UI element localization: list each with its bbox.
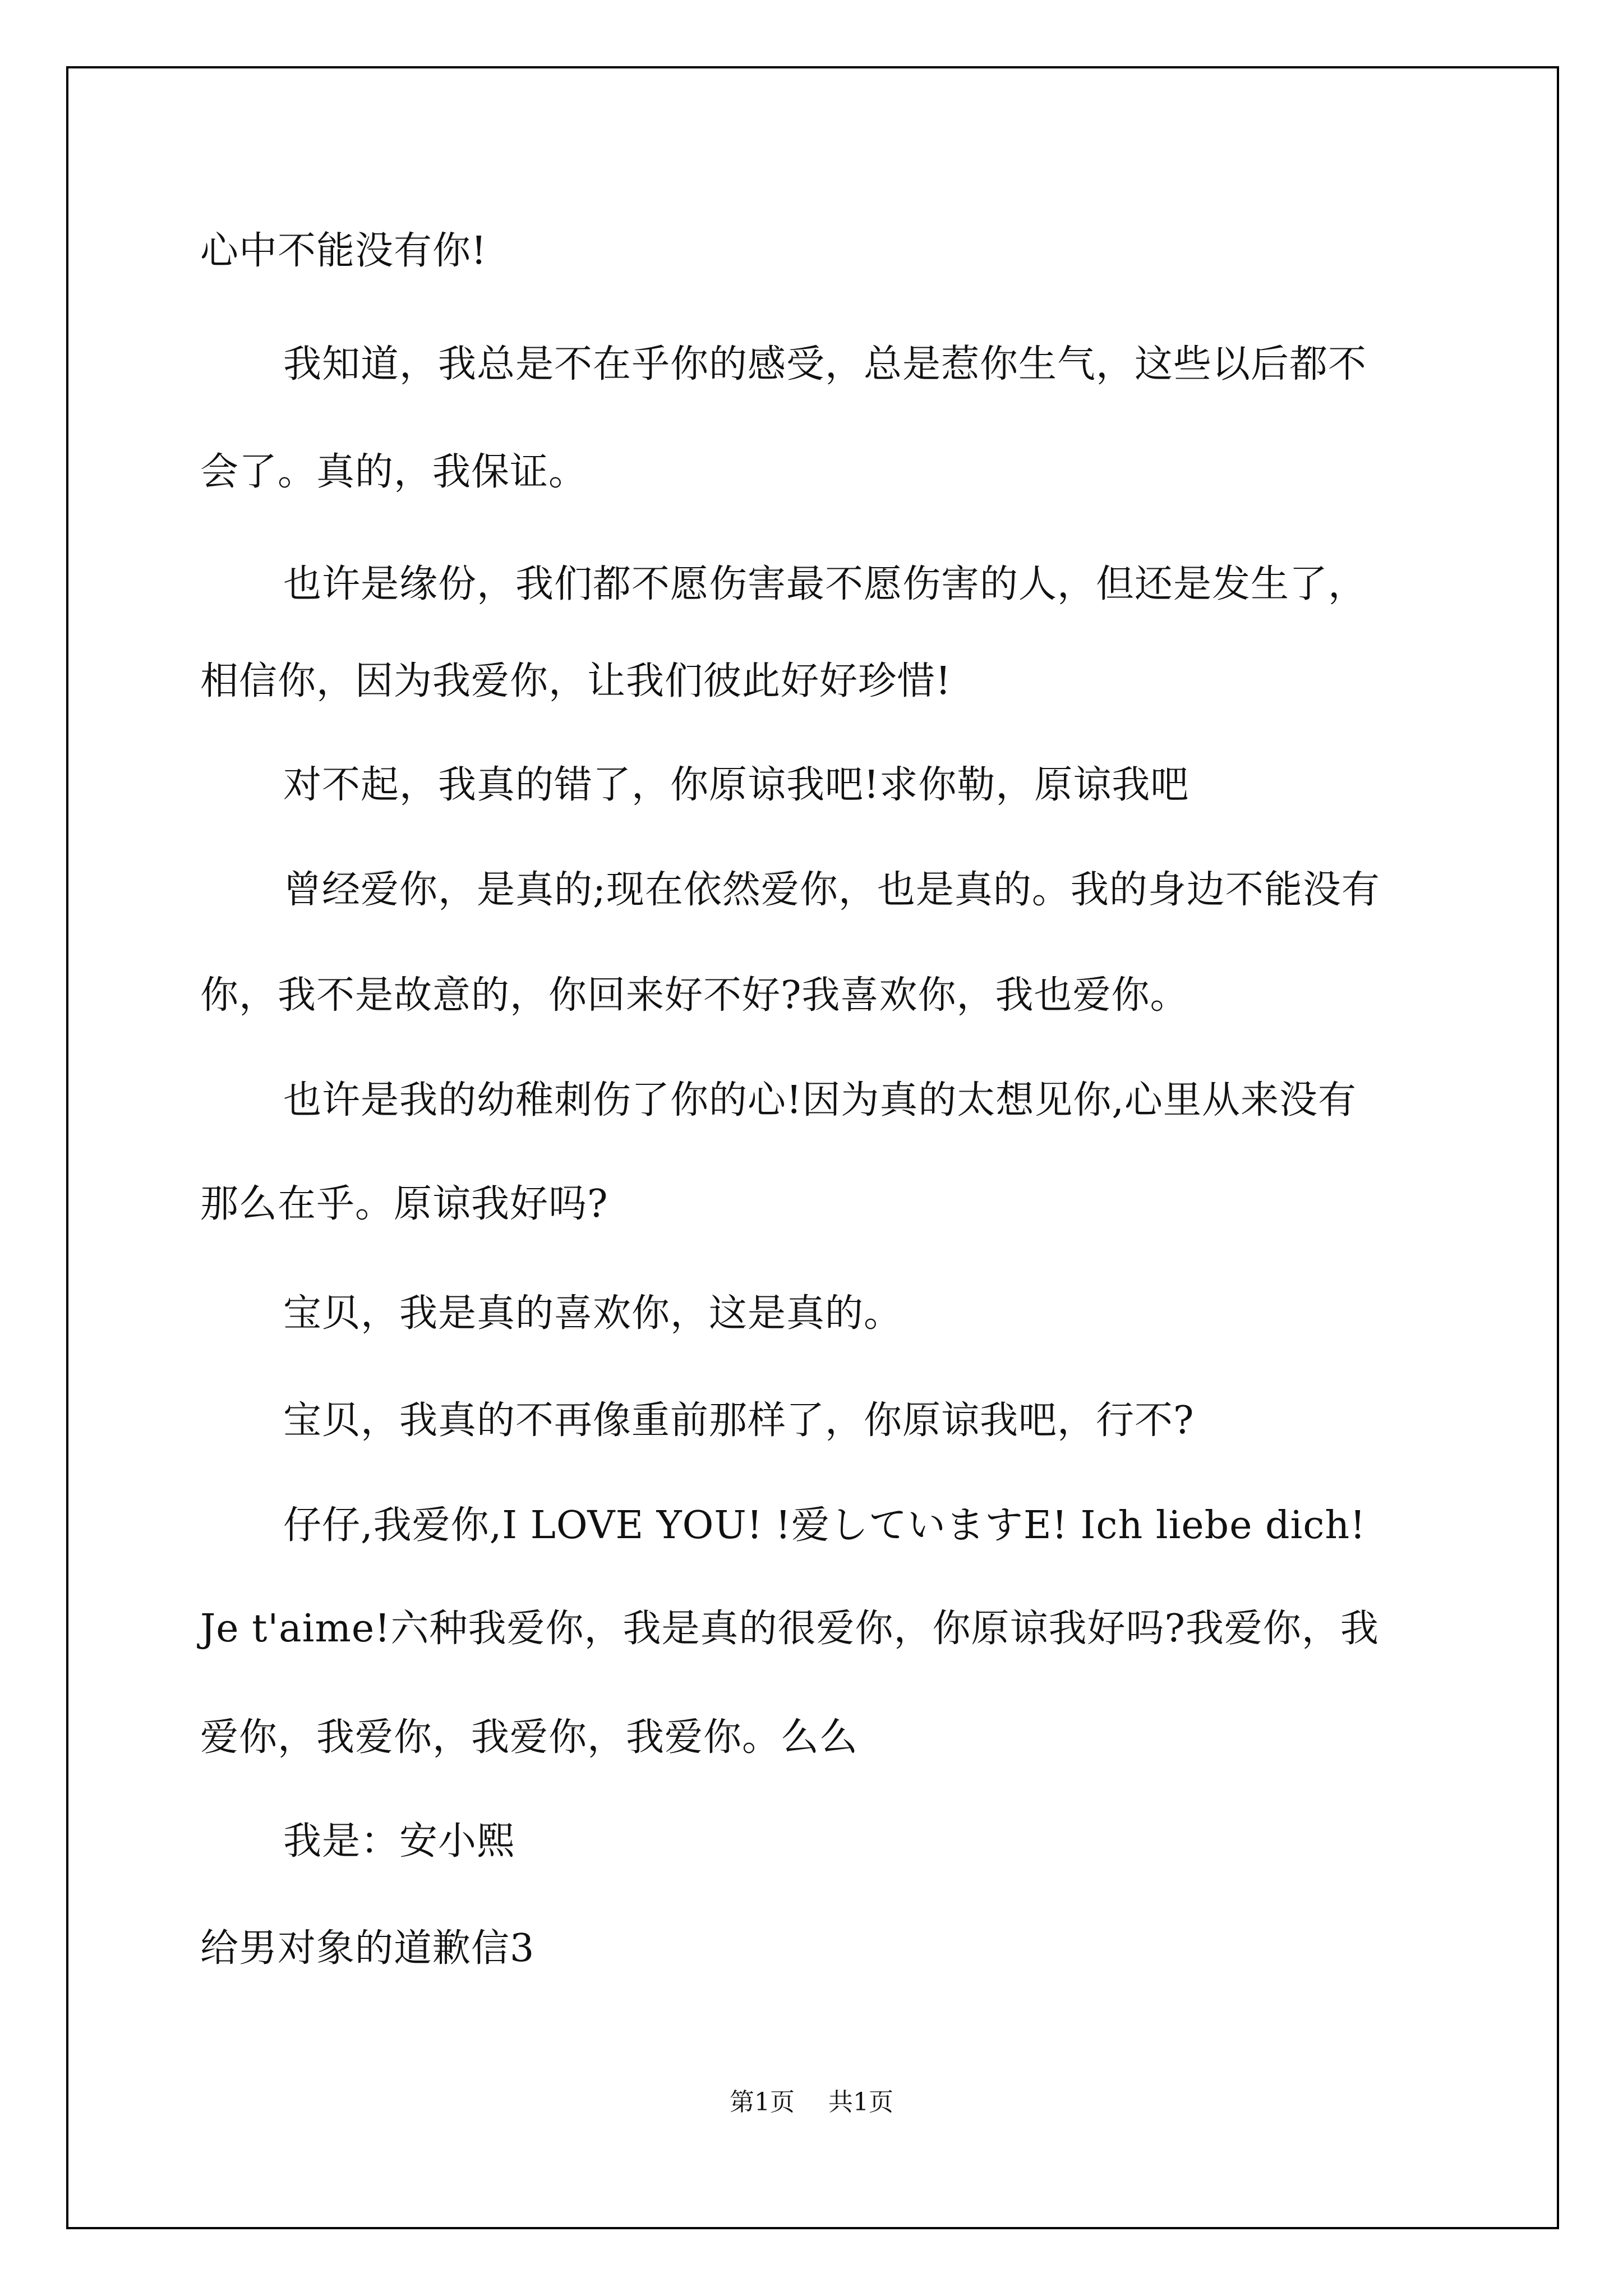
text-line: 会了。真的，我保证。 bbox=[200, 450, 588, 494]
text-line: 心中不能没有你! bbox=[200, 229, 487, 273]
paragraph-first-line: 宝贝，我是真的喜欢你，这是真的。 bbox=[283, 1291, 903, 1336]
signature-line: 我是：安小熙 bbox=[283, 1819, 516, 1864]
paragraph-first-line: 也许是我的幼稚刺伤了你的心!因为真的太想见你,心里从来没有 bbox=[283, 1078, 1357, 1122]
page-footer bbox=[0, 2087, 1623, 2118]
page-border bbox=[66, 66, 1559, 2229]
page-number: 第1页 bbox=[730, 2088, 795, 2116]
text-line: Je t'aime!六种我爱你，我是真的很爱你，你原谅我好吗?我爱你，我 bbox=[200, 1607, 1379, 1651]
section-heading: 给男对象的道歉信3 bbox=[200, 1926, 535, 1971]
paragraph-first-line: 曾经爱你，是真的;现在依然爱你，也是真的。我的身边不能没有 bbox=[283, 868, 1380, 912]
text-line: 爱你，我爱你，我爱你，我爱你。么么 bbox=[200, 1715, 859, 1760]
text-line: 相信你，因为我爱你，让我们彼此好好珍惜! bbox=[200, 659, 952, 703]
paragraph-first-line: 对不起，我真的错了，你原谅我吧!求你勒，原谅我吧 bbox=[283, 763, 1189, 807]
page-total: 共1页 bbox=[828, 2088, 893, 2116]
paragraph-first-line: 宝贝，我真的不再像重前那样了，你原谅我吧，行不? bbox=[283, 1398, 1195, 1443]
text-line: 那么在乎。原谅我好吗? bbox=[200, 1182, 608, 1226]
paragraph-first-line: 我知道，我总是不在乎你的感受，总是惹你生气，这些以后都不 bbox=[283, 342, 1367, 386]
paragraph-first-line: 也许是缘份，我们都不愿伤害最不愿伤害的人，但还是发生了， bbox=[283, 562, 1367, 606]
paragraph-first-line: 仔仔,我爱你,I LOVE YOU! !爱していますE! Ich liebe dich! bbox=[283, 1503, 1366, 1548]
text-line: 你，我不是故意的，你回来好不好?我喜欢你，我也爱你。 bbox=[200, 973, 1189, 1018]
